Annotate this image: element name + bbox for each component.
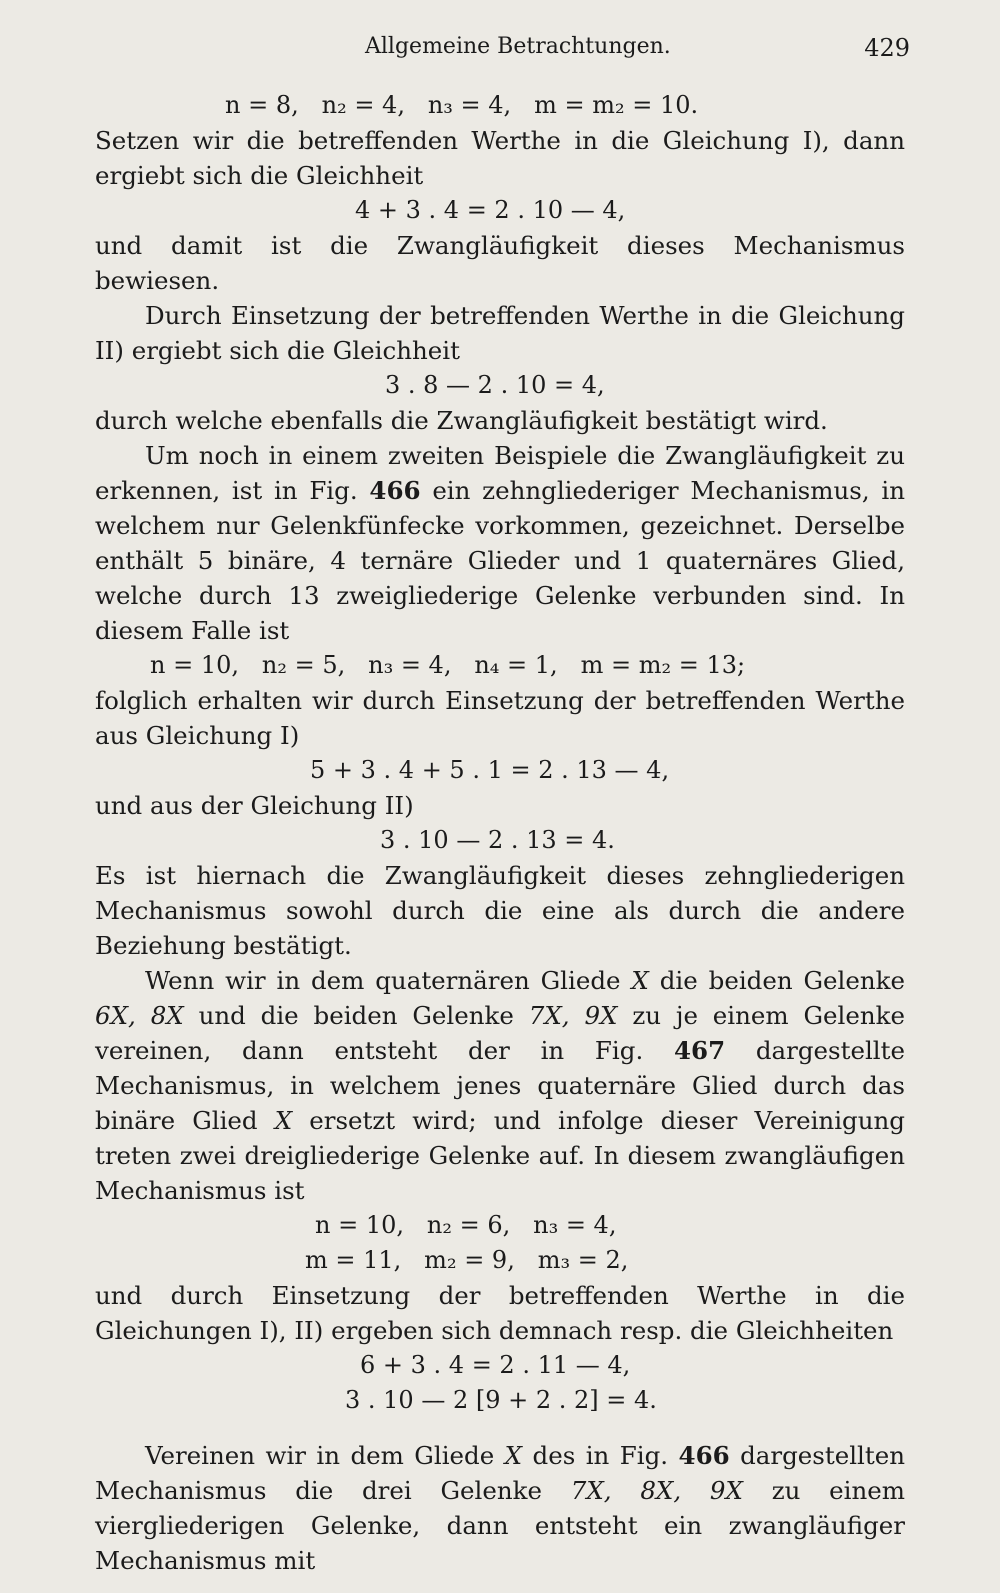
figure-ref: 466 bbox=[678, 1441, 730, 1470]
formula-2: 4 + 3 . 4 = 2 . 10 — 4, bbox=[355, 196, 626, 224]
paragraph: Es ist hiernach die Zwangläufigkeit dieses zehngliederigen Mechanismus sowohl durch die eine als durch die andere Beziehung bestätigt. bbox=[95, 861, 905, 960]
paragraph: Um noch in einem zweiten Beispiele die Zwangläufigkeit zu erkennen, ist in Fig. 466 ein zehngliederiger Mechanismus, in welchem nur Gelenkfünfecke vorkommen, gezeichnet. Derselbe enthält 5 binäre, 4 ternäre Glieder und 1 quaternäres Glied, welche durch 13 zweigliederige Gelenke verbunden sind. In diesem Falle ist bbox=[95, 441, 905, 645]
header-title: Allgemeine Betrachtungen. bbox=[365, 34, 671, 59]
formula-7: n = 10, n₂ = 6, n₃ = 4, bbox=[315, 1211, 617, 1239]
formula-4: n = 10, n₂ = 5, n₃ = 4, n₄ = 1, m = m₂ = 13; bbox=[150, 651, 746, 679]
paragraph: und durch Einsetzung der betreffenden Werthe in die Gleichungen I), II) ergeben sich demnach resp. die Gleichheiten bbox=[95, 1281, 905, 1345]
paragraph: und damit ist die Zwangläufigkeit dieses Mechanismus bewiesen. bbox=[95, 231, 905, 295]
page-number: 429 bbox=[864, 34, 910, 62]
figure-ref: 467 bbox=[673, 1036, 726, 1065]
running-header bbox=[95, 34, 910, 64]
formula-8: m = 11, m₂ = 9, m₃ = 2, bbox=[305, 1246, 629, 1274]
paragraph: Durch Einsetzung der betreffenden Werthe in die Gleichung II) ergiebt sich die Gleichheit bbox=[95, 301, 905, 365]
formula-1: n = 8, n₂ = 4, n₃ = 4, m = m₂ = 10. bbox=[225, 91, 699, 119]
paragraph: durch welche ebenfalls die Zwangläufigkeit bestätigt wird. bbox=[95, 406, 828, 435]
body-text bbox=[95, 88, 905, 1578]
formula-6: 3 . 10 — 2 . 13 = 4. bbox=[380, 826, 615, 854]
formula-5: 5 + 3 . 4 + 5 . 1 = 2 . 13 — 4, bbox=[310, 756, 670, 784]
figure-ref: 466 bbox=[369, 476, 421, 505]
paragraph: Setzen wir die betreffenden Werthe in die Gleichung I), dann ergiebt sich die Gleichheit bbox=[95, 126, 905, 190]
formula-3: 3 . 8 — 2 . 10 = 4, bbox=[385, 371, 605, 399]
formula-10: 3 . 10 — 2 [9 + 2 . 2] = 4. bbox=[345, 1386, 657, 1414]
paragraph: Vereinen wir in dem Gliede X des in Fig. 466 dargestellten Mechanismus die drei Gelenke 7X, 8X, 9X zu einem viergliederigen Gelenke, dann entsteht ein zwangläufiger Mechanismus mit bbox=[95, 1441, 906, 1575]
formula-9: 6 + 3 . 4 = 2 . 11 — 4, bbox=[360, 1351, 631, 1379]
paragraph: folglich erhalten wir durch Einsetzung der betreffenden Werthe aus Gleichung I) bbox=[95, 686, 905, 750]
paragraph: und aus der Gleichung II) bbox=[95, 791, 414, 820]
paragraph: Wenn wir in dem quaternären Gliede X die beiden Gelenke 6X, 8X und die beiden Gelenke 7X, 9X zu je einem Gelenke vereinen, dann entsteht der in Fig. 467 dargestellte Mechanismus, in welchem jenes quaternäre Glied durch das binäre Glied X ersetzt wird; und infolge dieser Vereinigung treten zwei dreigliederige Gelenke auf. In diesem zwangläufigen Mechanismus ist bbox=[95, 966, 906, 1205]
